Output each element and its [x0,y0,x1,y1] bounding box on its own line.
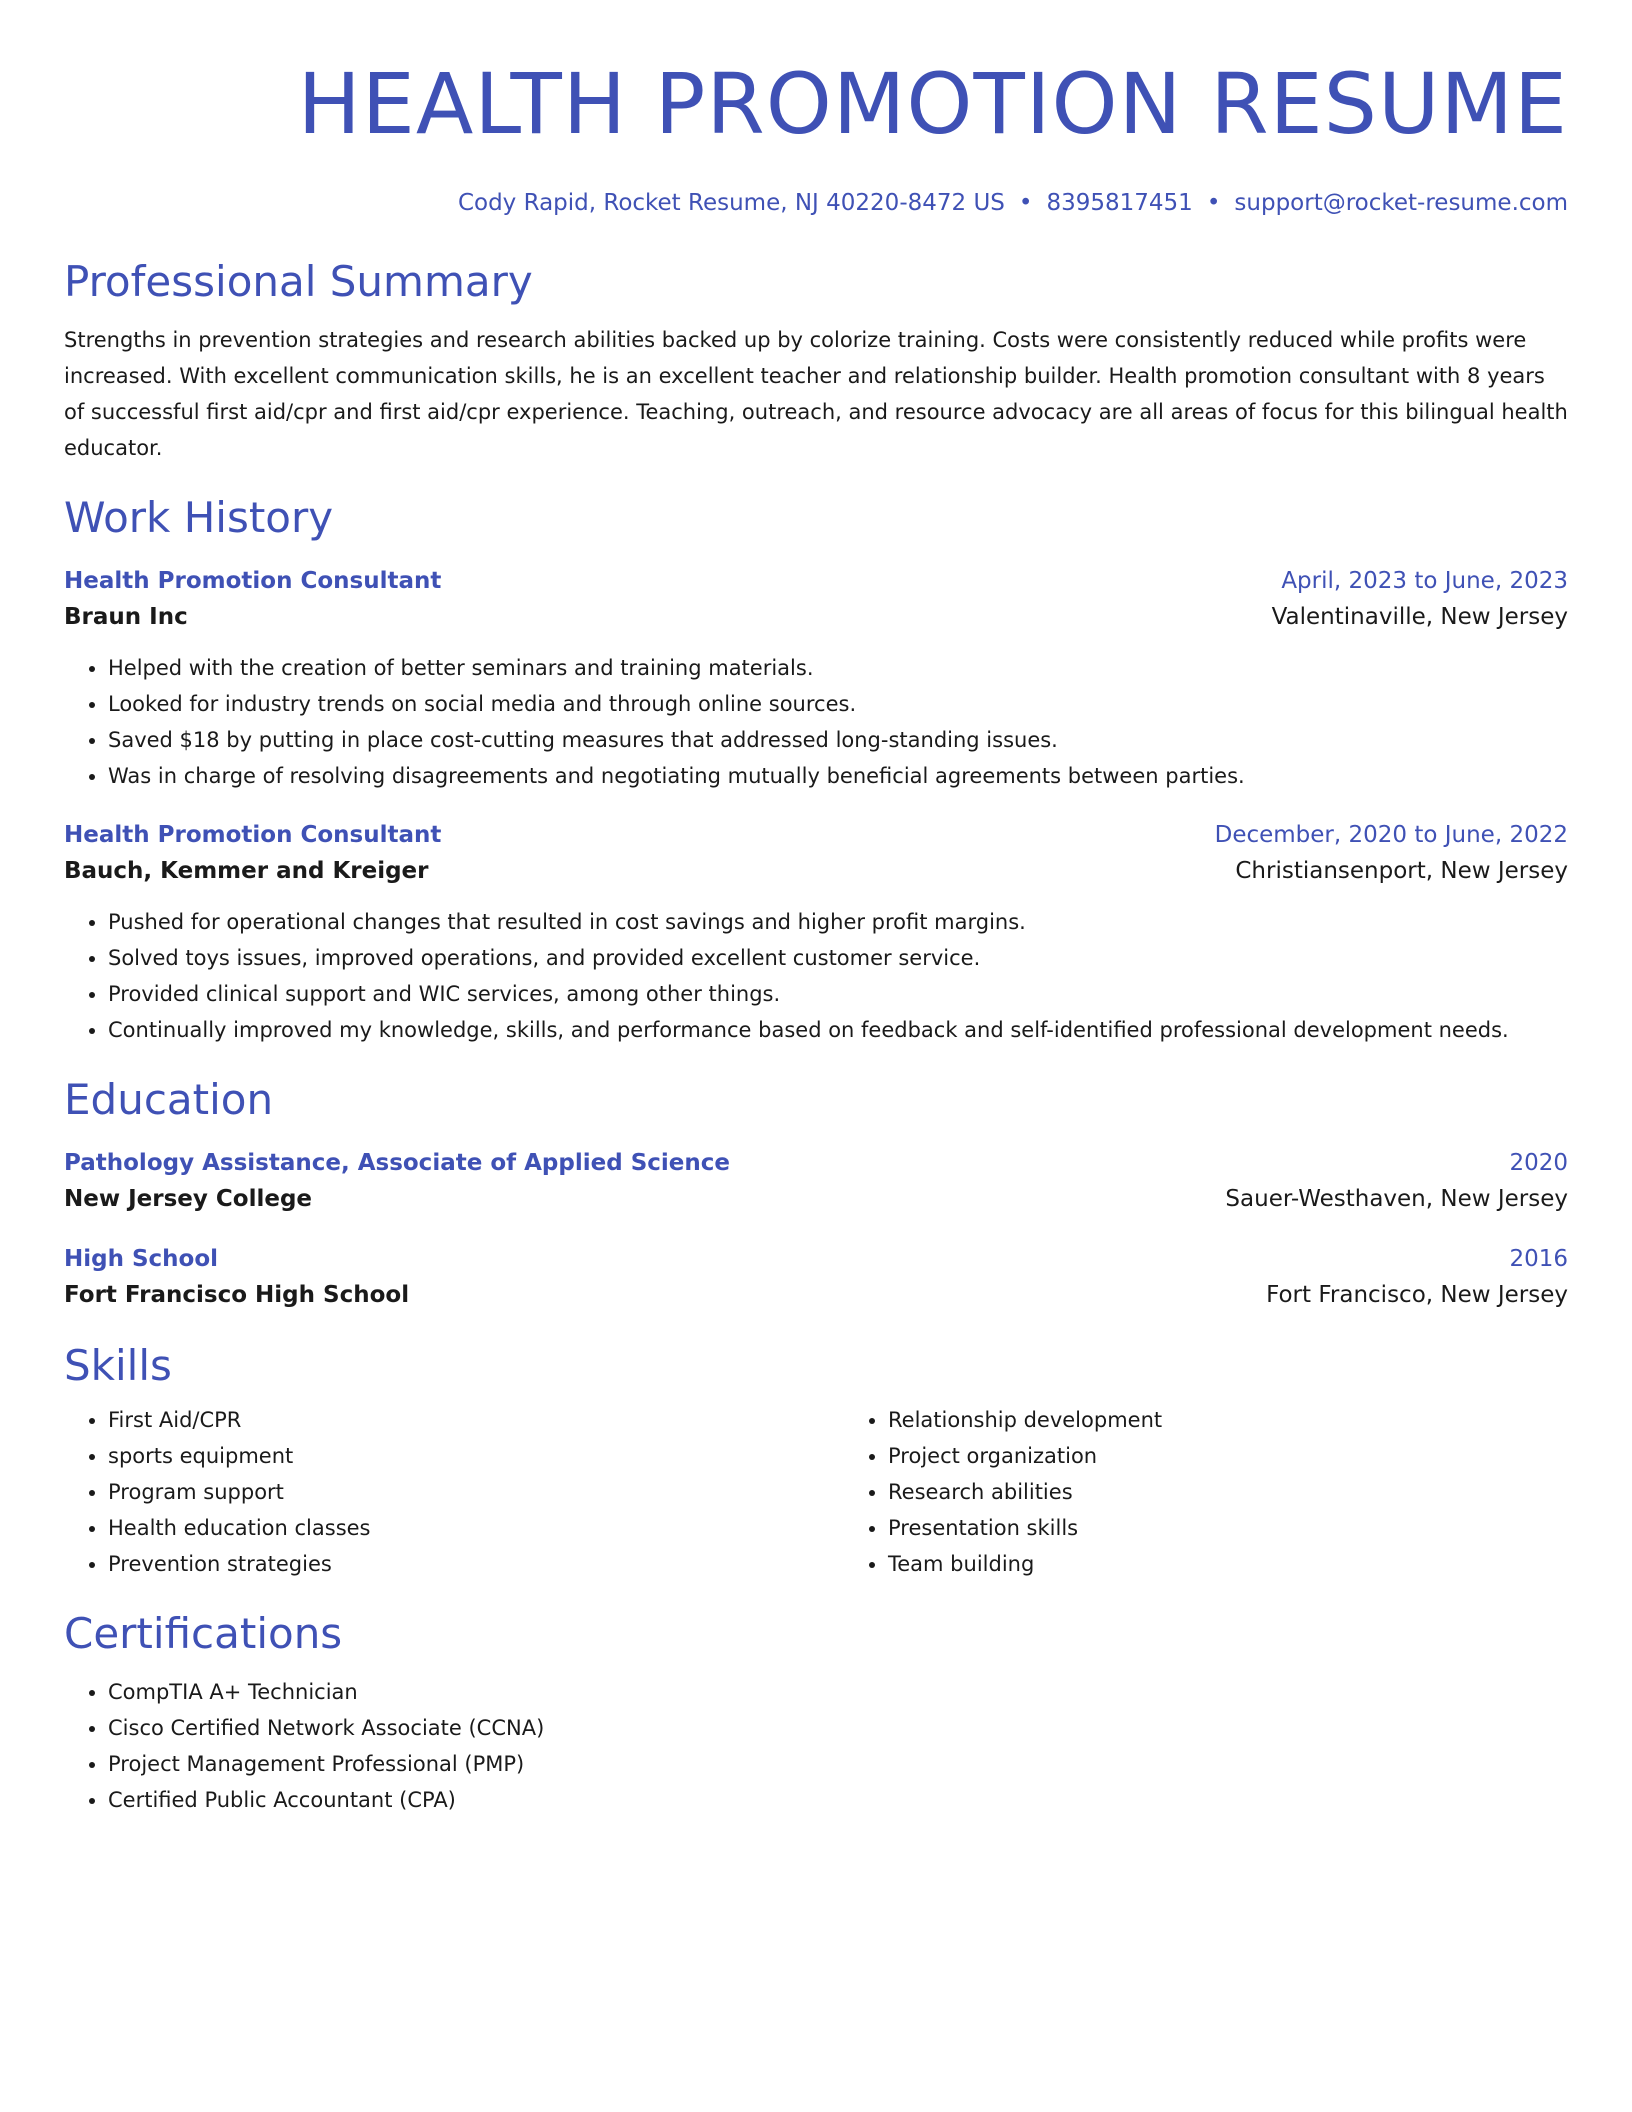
skill-item: • Project organization [888,1438,1624,1474]
job-company-row [64,852,1568,890]
job-company: Braun Inc [64,604,188,630]
job-entry [64,564,1568,794]
certifications-section [64,1608,1568,1818]
contact-separator: • [1018,190,1033,216]
education-degree: Pathology Assistance, Associate of Applied Science [64,1150,730,1176]
section-heading-work: Work History [64,493,334,542]
contact-phone: 8395817451 [1046,190,1193,216]
skill-item: • Team building [888,1546,1624,1582]
education-entry [64,1146,1568,1218]
education-school: Fort Francisco High School [64,1282,410,1308]
education-degree: High School [64,1246,219,1272]
education-degree-row [64,1146,1568,1180]
job-title-row [64,818,1568,852]
job-title-row [64,564,1568,598]
job-entry [64,818,1568,1048]
section-heading-skills: Skills [64,1341,172,1390]
education-section [64,1074,1568,1314]
job-bullet: • Looked for industry trends on social media and through online sources. [108,686,1568,722]
job-dates: December, 2020 to June, 2022 [1214,822,1568,848]
skill-item: • First Aid/CPR [108,1402,844,1438]
contact-line [64,186,1568,220]
job-bullets [64,650,1568,794]
job-dates: April, 2023 to June, 2023 [1281,568,1568,594]
skill-item: • Research abilities [888,1474,1624,1510]
education-location: Sauer-Westhaven, New Jersey [1225,1186,1568,1212]
skills-list-left [64,1402,844,1582]
certification-item: • Cisco Certified Network Associate (CCNA) [108,1710,1568,1746]
skills-section [64,1340,1568,1582]
contact-address: Cody Rapid, Rocket Resume, NJ 40220-8472 US [457,190,1005,216]
job-role: Health Promotion Consultant [64,822,442,848]
skill-item: • Presentation skills [888,1510,1624,1546]
certification-item: • Certified Public Accountant (CPA) [108,1782,1568,1818]
job-bullet: • Pushed for operational changes that resulted in cost savings and higher profit margins. [108,904,1568,940]
job-location: Christiansenport, New Jersey [1235,858,1568,884]
contact-separator: • [1206,190,1221,216]
job-bullets [64,904,1568,1048]
contact-email: support@rocket-resume.com [1234,190,1568,216]
job-bullet: • Continually improved my knowledge, skills, and performance based on feedback and self-identified professional development needs. [108,1012,1568,1048]
job-bullet: • Was in charge of resolving disagreements and negotiating mutually beneficial agreements between parties. [108,758,1568,794]
section-heading-summary: Professional Summary [64,257,533,306]
job-role: Health Promotion Consultant [64,568,442,594]
skill-item: • Program support [108,1474,844,1510]
education-degree-row [64,1242,1568,1276]
certification-item: • CompTIA A+ Technician [108,1674,1568,1710]
education-year: 2020 [1509,1150,1568,1176]
education-school-row [64,1276,1568,1314]
work-history-section [64,492,1568,1048]
skill-item: • Health education classes [108,1510,844,1546]
job-company: Bauch, Kemmer and Kreiger [64,858,429,884]
section-heading-education: Education [64,1075,274,1124]
job-bullet: • Solved toys issues, improved operations, and provided excellent customer service. [108,940,1568,976]
education-school: New Jersey College [64,1186,313,1212]
resume-title: HEALTH PROMOTION RESUME [297,55,1568,153]
job-bullet: • Provided clinical support and WIC services, among other things. [108,976,1568,1012]
job-bullet: • Helped with the creation of better seminars and training materials. [108,650,1568,686]
certifications-list [64,1674,1568,1818]
resume-header [64,52,1568,220]
skills-list-right [844,1402,1624,1582]
education-location: Fort Francisco, New Jersey [1266,1282,1568,1308]
job-location: Valentinaville, New Jersey [1271,604,1568,630]
skills-grid [64,1402,1568,1582]
education-entry [64,1242,1568,1314]
education-school-row [64,1180,1568,1218]
certification-item: • Project Management Professional (PMP) [108,1746,1568,1782]
summary-text: Strengths in prevention strategies and research abilities backed up by colorize training. Costs were consistently reduced while profits were increased. With excellent communication skills, he is an excellent teacher and relationship builder. Health promotion consultant with 8 years of successful first aid/cpr and first aid/cpr experience. Teaching, outreach, and resource advocacy are all areas of focus for this bilingual health educator. [64,328,1568,460]
professional-summary-section [64,256,1568,466]
job-bullet: • Saved $18 by putting in place cost-cutting measures that addressed long-standing issues. [108,722,1568,758]
skill-item: • Relationship development [888,1402,1624,1438]
skill-item: • sports equipment [108,1438,844,1474]
section-heading-certifications: Certifications [64,1609,343,1658]
job-company-row [64,598,1568,636]
skill-item: • Prevention strategies [108,1546,844,1582]
education-year: 2016 [1509,1246,1568,1272]
